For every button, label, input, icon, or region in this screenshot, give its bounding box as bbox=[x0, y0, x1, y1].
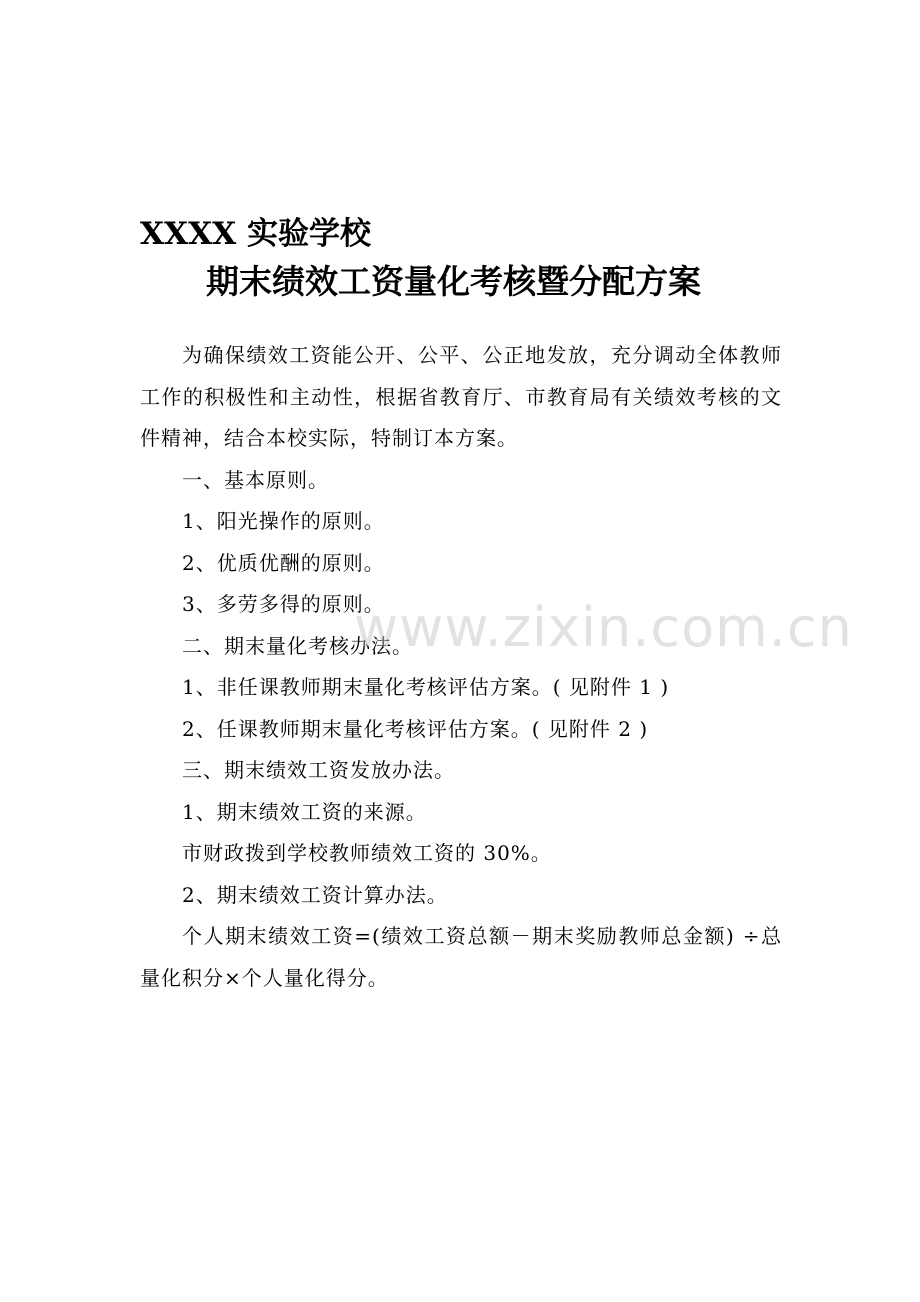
document-body bbox=[140, 335, 782, 999]
distribution-item: 2、期末绩效工资计算办法。 bbox=[182, 882, 448, 907]
principle-item: 3、多劳多得的原则。 bbox=[182, 592, 385, 616]
intro-paragraph: 为确保绩效工资能公开、公平、公正地发放，充分调动全体教师工作的积极性和主动性，根据省教育厅、市教育局有关绩效考核的文件精神，结合本校实际，特制订本方案。 bbox=[140, 343, 782, 450]
assessment-item: 2、任课教师期末量化考核评估方案。( 见附件 2 ) bbox=[182, 716, 649, 741]
plan-title: 期末绩效工资量化考核暨分配方案 bbox=[206, 262, 701, 301]
school-title: XXXX 实验学校 bbox=[140, 216, 372, 252]
assessment-item: 1、非任课教师期末量化考核评估方案。( 见附件 1 ) bbox=[182, 675, 670, 699]
section-heading-principles: 一、基本原则。 bbox=[182, 467, 329, 492]
principle-item: 2、优质优酬的原则。 bbox=[182, 550, 385, 575]
section-heading-distribution: 三、期末绩效工资发放办法。 bbox=[182, 758, 455, 782]
watermark: www.zixin.com.cn bbox=[354, 596, 853, 659]
formula-paragraph: 个人期末绩效工资=(绩效工资总额－期末奖励教师总金额) ÷总量化积分×个人量化得分。 bbox=[140, 924, 782, 990]
section-heading-assessment: 二、期末量化考核办法。 bbox=[182, 633, 413, 658]
distribution-text: 市财政拨到学校教师绩效工资的 30%。 bbox=[182, 841, 552, 865]
principle-item: 1、阳光操作的原则。 bbox=[182, 509, 385, 533]
distribution-item: 1、期末绩效工资的来源。 bbox=[182, 799, 427, 824]
